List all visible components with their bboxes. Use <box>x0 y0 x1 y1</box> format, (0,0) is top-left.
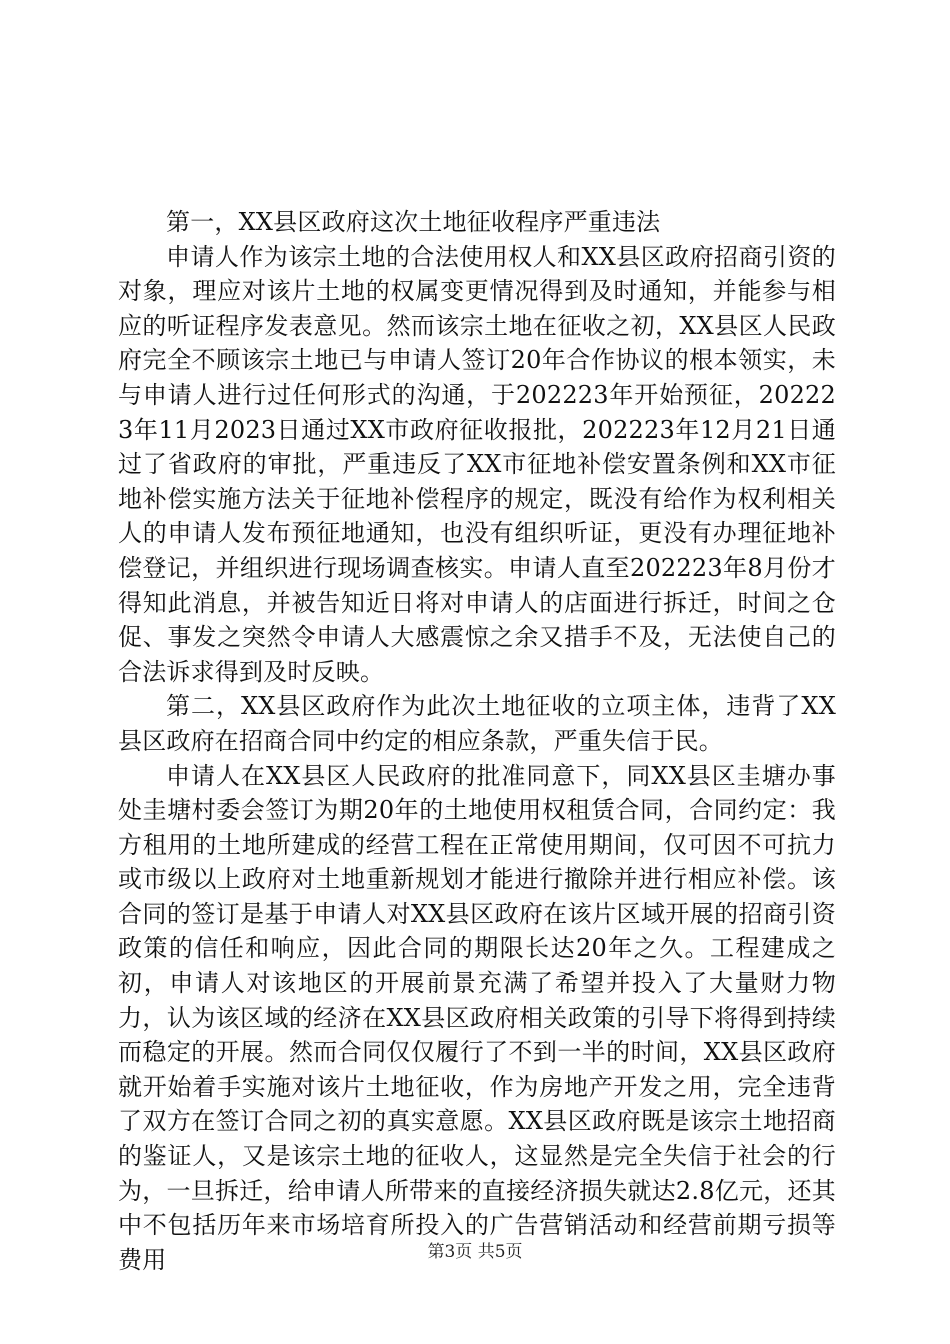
paragraph-second-details: 申请人在XX县区人民政府的批准同意下，同XX县区圭塘办事处圭塘村委会签订为期20年的土地使用权租赁合同，合同约定：我方租用的土地所建成的经营工程在正常使用期间，仅可因不可抗力或市级以上政府对土地重新规划才能进行撤除并进行相应补偿。该合同的签订是基于申请人对XX县区政府在该片区域开展的招商引资政策的信任和响应，因此合同的期限长达20年之久。工程建成之初，申请人对该地区的开展前景充满了希望并投入了大量财力物力，认为该区域的经济在XX县区政府相关政策的引导下将得到持续而稳定的开展。然而合同仅仅履行了不到一半的时间，XX县区政府就开始着手实施对该片土地征收，作为房地产开发之用，完全违背了双方在签订合同之初的真实意愿。XX县区政府既是该宗土地招商的鉴证人，又是该宗土地的征收人，这显然是完全失信于社会的行为，一旦拆迁，给申请人所带来的直接经济损失就达2.8亿元，还其中不包括历年来市场培育所投入的广告营销活动和经营前期亏损等费用 <box>118 761 836 1274</box>
page-footer: 第3页 共5页 <box>427 1242 523 1262</box>
document-body <box>118 205 836 1277</box>
section-heading-second: 第二，XX县区政府作为此次土地征收的立项主体，违背了XX县区政府在招商合同中约定的相应条款，严重失信于民。 <box>118 692 836 755</box>
section-heading-first: 第一，XX县区政府这次土地征收程序严重违法 <box>166 208 661 236</box>
paragraph-first-details: 申请人作为该宗土地的合法使用权人和XX县区政府招商引资的对象，理应对该片土地的权属变更情况得到及时通知，并能参与相应的听证程序发表意见。然而该宗土地在征收之初，XX县区人民政府完全不顾该宗土地已与申请人签订20年合作协议的根本领实，未与申请人进行过任何形式的沟通，于202223年开始预征，202223年11月2023日通过XX市政府征收报批，202223年12月21日通过了省政府的审批，严重违反了XX市征地补偿安置条例和XX市征地补偿实施方法关于征地补偿程序的规定，既没有给作为权利相关人的申请人发布预征地通知，也没有组织听证，更没有办理征地补偿登记，并组织进行现场调查核实。申请人直至202223年8月份才得知此消息，并被告知近日将对申请人的店面进行拆迁，时间之仓促、事发之突然令申请人大感震惊之余又措手不及，无法使自己的合法诉求得到及时反映。 <box>118 242 836 686</box>
